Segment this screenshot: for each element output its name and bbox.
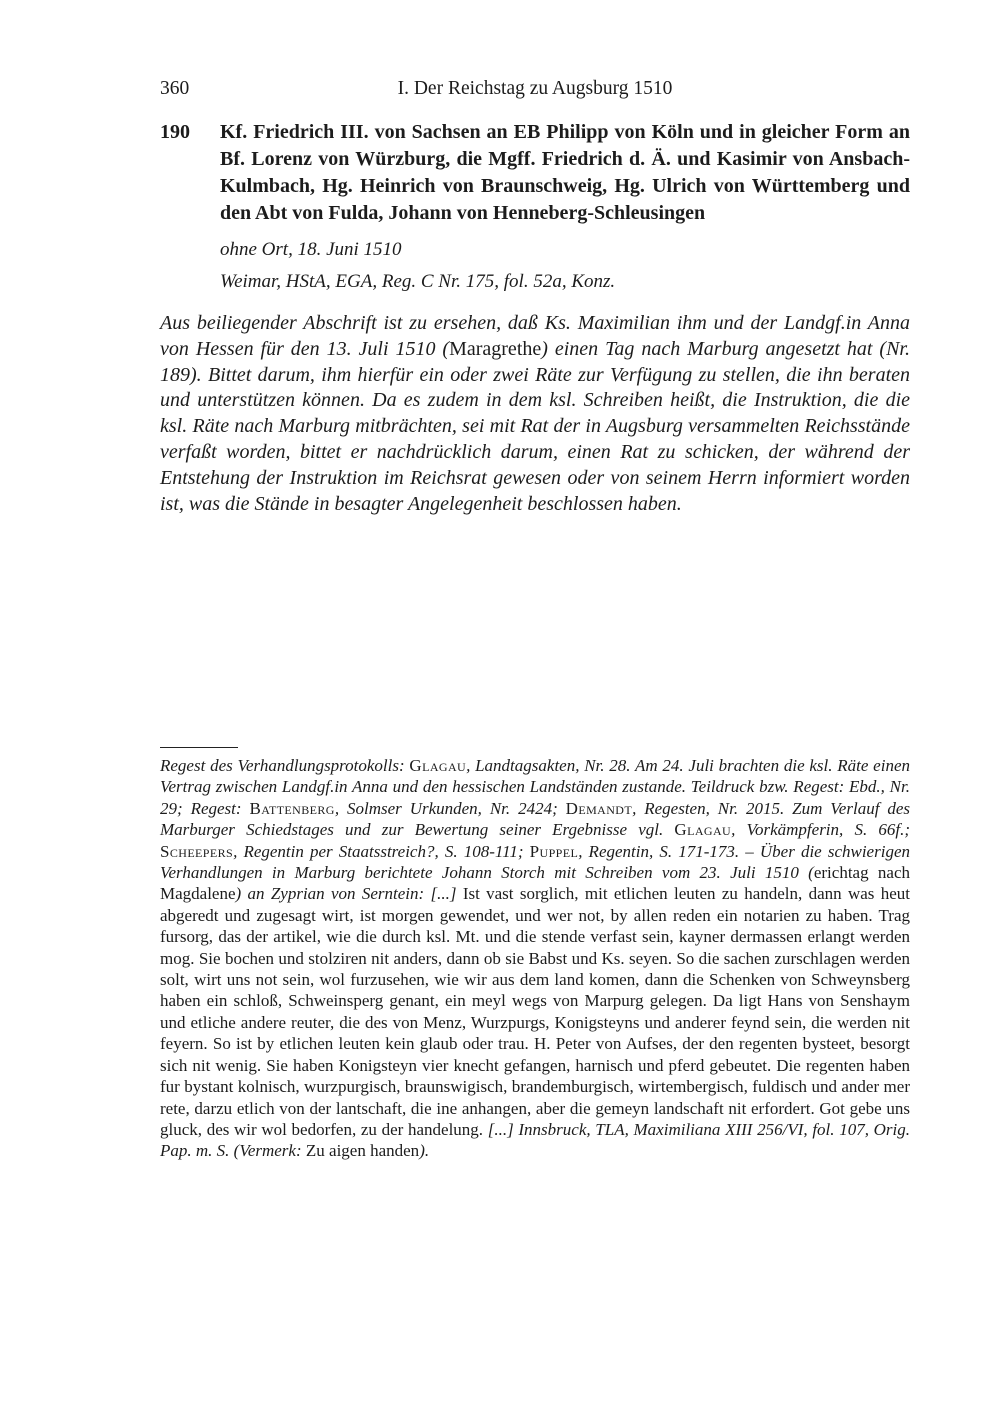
regest-entry (160, 119, 910, 517)
text-segment: , Landtagsakten, Nr. 28. Am 24. Juli brachten die ksl. Räte einen Vertrag zwischen Landgf.in Anna und den hessischen Landständen zustande. Teildruck bzw. Regest: Ebd., Nr. 29; Regest: (160, 756, 910, 818)
page-number: 360 (160, 78, 190, 99)
text-segment: Ist vast sorglich, mit etlichen leuten zu handeln, dann was heut abgeredt und zugesagt wirt, ist morgen gewendet, und wer not, by allen reden ein notarien zu haben. Trag fursorg, das der artikel, wie die durch ksl. Mt. und die stende verfast sein, kayner dermassen erlangt werden mog. Sie bochen und stolziren nit anders, dann ob sie Babst und Ks. seyen. So die sachen zurschlagen werden solt, wirt uns not sein, wol furzusehen, wie wir aus dem land komen, dann die Schenken von Schweynsberg haben ein schloß, Schweinsperg genant, ein meyl wegs von Marpurg gelegen. Da ligt Hans von Senshaym und etliche andere reuter, die des von Menz, Wurzpurgs, Konigsteyns und anderer feynd sein, die werden nit feyern. So ist by etlichen leuten kein glaub oder trau. H. Peter von Aufses, der den regenten bysteet, besorgt sich nit wenig. Sie haben Konigsteyn vier knecht gefangen, harnisch und pferd gebeutet. Die regenten haben fur bystant kolnisch, wurzpurgisch, braunswigisch, brandemburgisch, wirtembergisch, fuldisch und ander mer rete, darzu etlich von der lantschaft, die ine anhangen, aber die gemeyn landschaft nit erfordert. Got gebe uns gluck, des wir wol bedorfen, zu der handelung. (160, 884, 910, 1139)
text-segment: Regest des Verhandlungsprotokolls: (160, 756, 410, 775)
text-segment: Scheepers (160, 841, 234, 861)
entry-summary (160, 311, 910, 517)
entry-heading: Kf. Friedrich III. von Sachsen an EB Philipp von Köln und in gleicher Form an Bf. Lorenz von Würzburg, die Mgff. Friedrich d. Ä. und Kasimir von Ansbach-Kulmbach, Hg. Heinrich von Braunschweig, Hg. Ulrich von Württemberg und den Abt von Fulda, Johann von Henneberg-Schleusingen (220, 121, 910, 224)
text-segment: Aus beiliegender Abschrift ist zu ersehen, daß Ks. Maximilian ihm und der Landgf.in Anna von Hessen für den 13. Juli 1510 ( (160, 312, 910, 360)
text-segment: Puppel (529, 841, 579, 861)
footnote-separator-rule (160, 747, 238, 748)
text-segment: Battenberg (249, 798, 335, 818)
entry-heading-row (160, 119, 910, 227)
text-segment: erichtag nach Magdalene (160, 863, 910, 904)
entry-number: 190 (160, 121, 190, 143)
text-segment: ) einen Tag nach Marburg angesetzt hat (Nr. 189). Bittet darum, ihm hierfür ein oder zwei Räte zur Verfügung zu stellen, die ihn beraten und unterstützen können. Da es zudem in dem ksl. Schreiben heißt, die Instruktion, die die ksl. Räte nach Marburg mitbrächten, sei mit Rat der in Augsburg versammelten Reichsstände verfaßt worden, bittet er nachdrücklich darum, einen Rat zu schicken, der während der Entstehung der Instruktion im Reichsrat gewesen oder von seinem Herrn informiert worden ist, was die Stände in besagter Angelegenheit beschlossen haben. (160, 337, 910, 515)
text-segment: [...] Innsbruck, TLA, Maximiliana XIII 256/VI, fol. 107, Orig. Pap. m. S. (Vermerk: (160, 1119, 910, 1161)
text-segment: Demandt (565, 798, 633, 818)
text-segment: ) an Zyprian von Serntein: [...] (235, 884, 463, 904)
text-segment: Glagau (409, 756, 467, 775)
text-segment: Glagau (674, 820, 732, 840)
entry-dateline: ohne Ort, 18. Juni 1510 (220, 239, 402, 260)
text-segment: , Solmser Urkunden, Nr. 2424; (334, 798, 566, 818)
footnote-block (160, 747, 910, 1162)
entry-source-line: Weimar, HStA, EGA, Reg. C Nr. 175, fol. 52a, Konz. (220, 271, 616, 292)
text-segment: , Regesten, Nr. 2015. Zum Verlauf des Marburger Schiedstages und zur Bewertung seiner Ergebnisse vgl. (160, 798, 910, 840)
text-segment: , Vorkämpferin, S. 66f.; (731, 820, 910, 840)
footnote-text (160, 755, 910, 1162)
page-header (160, 78, 910, 104)
running-title: I. Der Reichstag zu Augsburg 1510 (397, 78, 673, 99)
text-segment: , Regentin, S. 171-173. – Über die schwierigen Verhandlungen in Marburg berichtete Johann Storch mit Schreiben vom 23. Juli 1510 ( (160, 841, 910, 883)
text-segment: Zu aigen handen (305, 1141, 420, 1161)
text-segment: Maragrethe (449, 337, 542, 360)
text-segment: , Regentin per Staatsstreich?, S. 108-111; (233, 841, 530, 861)
text-segment: ). (419, 1141, 430, 1161)
